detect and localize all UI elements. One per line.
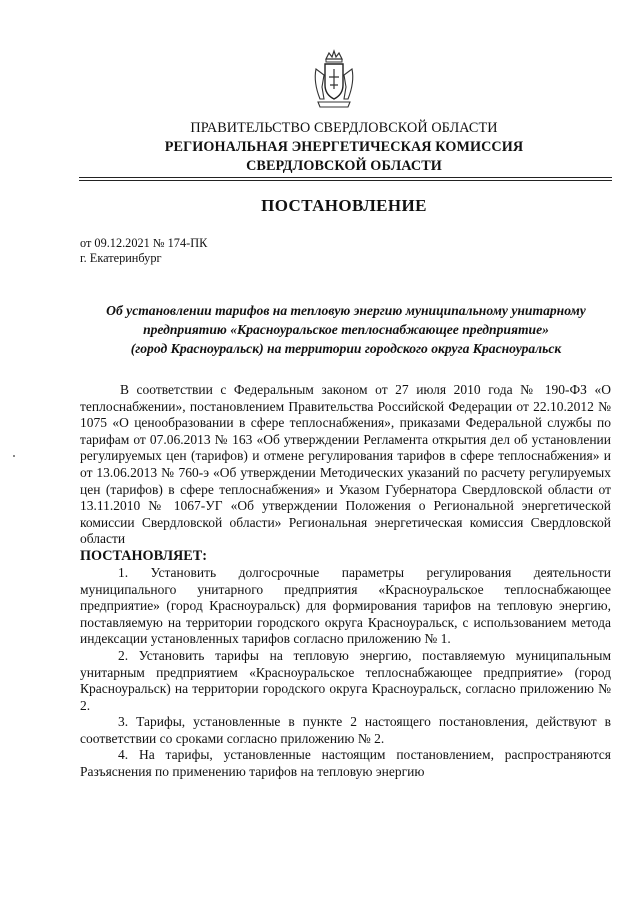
header-divider xyxy=(79,177,612,178)
document-body xyxy=(80,382,611,781)
clause-paragraph: 3. Тарифы, установленные в пункте 2 настоящего постановления, действуют в соответствии со сроками согласно приложению № 2. xyxy=(80,714,611,746)
clause-paragraph: 1. Установить долгосрочные параметры регулирования деятельности муниципального унитарного предприятия «Красноуральское теплоснабжающее предприятие» (город Красноуральск) для формирования тарифов на тепловую энергию, поставляемую на территории городского округа Красноуральск, с использованием метода индексации установленных тарифов согласно приложению № 1. xyxy=(80,564,611,647)
header-divider-secondary xyxy=(79,180,612,181)
coat-of-arms-icon xyxy=(312,49,356,111)
document-subject xyxy=(79,301,613,358)
preamble-paragraph: В соответствии с Федеральным законом от 27 июля 2010 года № 190-ФЗ «О теплоснабжении», постановлением Правительства Российской Федерации от 22.10.2012 № 1075 «О ценообразовании в сфере теплоснабжения», приказами Федеральной службы по тарифам от 07.06.2013 № 163 «Об утверждении Регламента открытия дел об установлении регулируемых цен (тарифов) и отмене регулирования тарифов в сфере теплоснабжения» и от 13.06.2013 № 760-э «Об утверждении Методических указаний по расчету регулируемых цен (тарифов) в сфере теплоснабжения» и Указом Губернатора Свердловской области от 13.11.2010 № 1067-УГ «Об утверждении Положения о Региональной энергетической комиссии Свердловской области» Региональная энергетическая комиссия Свердловской области xyxy=(80,382,611,547)
subject-line: (город Красноуральск) на территории городского округа Красноуральск xyxy=(130,341,562,356)
date-number: от 09.12.2021 № 174-ПК xyxy=(80,236,208,250)
government-name: ПРАВИТЕЛЬСТВО СВЕРДЛОВСКОЙ ОБЛАСТИ xyxy=(190,120,498,136)
subject-line: предприятию «Красноуральское теплоснабжающее предприятие» xyxy=(143,322,549,337)
city: г. Екатеринбург xyxy=(80,251,162,265)
clause-paragraph: 4. На тарифы, установленные настоящим постановлением, распространяются Разъяснения по применению тарифов на тепловую энергию xyxy=(80,747,611,780)
document-type: ПОСТАНОВЛЕНИЕ xyxy=(261,196,427,215)
region-name: СВЕРДЛОВСКОЙ ОБЛАСТИ xyxy=(246,158,442,174)
clause-paragraph: 2. Установить тарифы на тепловую энергию, поставляемую муниципальным унитарным предприятием «Красноуральское теплоснабжающее предприятие» (город Красноуральск) на территории городского округа Красноуральск, согласно приложению № 2. xyxy=(80,647,611,713)
commission-name: РЕГИОНАЛЬНАЯ ЭНЕРГЕТИЧЕСКАЯ КОМИССИЯ xyxy=(164,139,524,155)
scan-mark xyxy=(13,455,15,457)
resolves-heading: ПОСТАНОВЛЯЕТ: xyxy=(80,547,207,564)
subject-line: Об установлении тарифов на тепловую энергию муниципальному унитарному xyxy=(106,303,586,318)
